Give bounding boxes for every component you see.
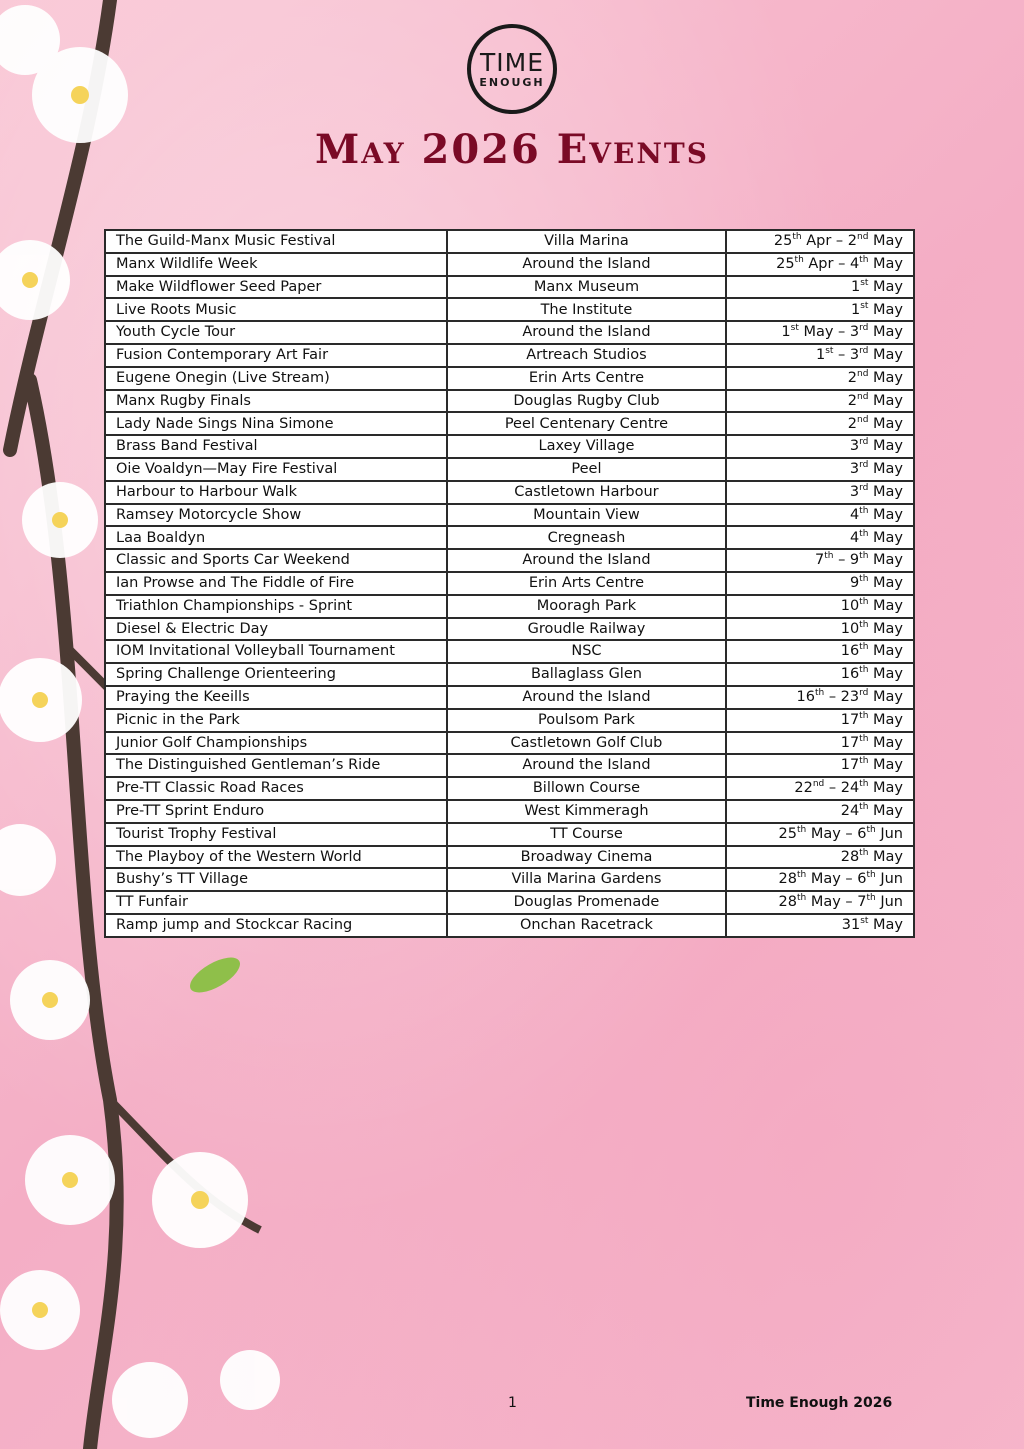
date-text: 24: [840, 803, 860, 820]
event-venue-cell: Poulsom Park: [447, 709, 727, 732]
date-text: May: [868, 757, 903, 774]
date-text: 2: [847, 392, 857, 409]
date-text: 31: [841, 917, 861, 934]
event-venue-cell: TT Course: [447, 823, 727, 846]
event-name-cell: Spring Challenge Orienteering: [105, 663, 447, 686]
date-text: 25: [778, 825, 797, 842]
event-venue-cell: Douglas Promenade: [447, 891, 727, 914]
date-ordinal-suffix: st: [860, 916, 869, 927]
date-ordinal-suffix: th: [859, 528, 869, 539]
event-name-cell: Triathlon Championships - Sprint: [105, 595, 447, 618]
table-row: [105, 321, 914, 344]
date-text: May: [868, 711, 903, 728]
date-text: May: [868, 666, 903, 683]
event-name-cell: Pre-TT Classic Road Races: [105, 777, 447, 800]
event-date-cell: [726, 276, 914, 299]
event-date-cell: [726, 891, 914, 914]
date-text: – 9: [833, 552, 860, 569]
event-date-cell: [726, 754, 914, 777]
table-row: [105, 823, 914, 846]
event-date-cell: [726, 618, 914, 641]
table-row: [105, 458, 914, 481]
date-text: May – 6: [806, 871, 867, 888]
event-venue-cell: The Institute: [447, 298, 727, 321]
date-ordinal-suffix: th: [866, 893, 876, 904]
date-text: Apr – 4: [803, 255, 860, 272]
event-venue-cell: Around the Island: [447, 754, 727, 777]
date-text: May: [868, 689, 903, 706]
date-text: 17: [840, 711, 860, 728]
event-date-cell: [726, 709, 914, 732]
date-ordinal-suffix: rd: [859, 688, 869, 699]
date-text: May: [868, 461, 903, 478]
event-venue-cell: Cregneash: [447, 526, 727, 549]
date-ordinal-suffix: th: [859, 642, 869, 653]
date-text: 4: [849, 529, 860, 546]
event-name-cell: The Guild-Manx Music Festival: [105, 230, 447, 253]
event-name-cell: Manx Rugby Finals: [105, 390, 447, 413]
date-text: 25: [776, 255, 795, 272]
event-name-cell: Junior Golf Championships: [105, 732, 447, 755]
date-text: 16: [840, 643, 860, 660]
event-date-cell: [726, 686, 914, 709]
date-ordinal-suffix: th: [814, 688, 825, 699]
event-name-cell: Praying the Keeills: [105, 686, 447, 709]
table-row: [105, 435, 914, 458]
date-text: 10: [840, 620, 860, 637]
event-date-cell: [726, 823, 914, 846]
event-name-cell: Ian Prowse and The Fiddle of Fire: [105, 572, 447, 595]
date-text: 17: [840, 734, 860, 751]
event-name-cell: Classic and Sports Car Weekend: [105, 549, 447, 572]
date-ordinal-suffix: nd: [856, 414, 869, 425]
event-name-cell: Laa Boaldyn: [105, 526, 447, 549]
event-venue-cell: Erin Arts Centre: [447, 367, 727, 390]
date-text: May: [868, 620, 903, 637]
date-text: – 3: [833, 347, 860, 364]
date-text: 1: [781, 324, 791, 341]
date-text: May: [868, 415, 903, 432]
date-ordinal-suffix: th: [859, 665, 869, 676]
date-text: May: [868, 734, 903, 751]
event-name-cell: Lady Nade Sings Nina Simone: [105, 412, 447, 435]
date-text: 3: [849, 461, 860, 478]
event-date-cell: [726, 595, 914, 618]
event-venue-cell: Around the Island: [447, 686, 727, 709]
date-text: 28: [778, 894, 797, 911]
date-ordinal-suffix: th: [796, 870, 807, 881]
event-venue-cell: Laxey Village: [447, 435, 727, 458]
date-text: May: [868, 392, 903, 409]
date-text: May: [868, 848, 903, 865]
event-name-cell: Brass Band Festival: [105, 435, 447, 458]
date-ordinal-suffix: th: [859, 756, 869, 767]
table-row: [105, 800, 914, 823]
date-text: 2: [847, 369, 857, 386]
time-enough-logo: [467, 24, 557, 114]
date-ordinal-suffix: st: [860, 277, 869, 288]
event-name-cell: Ramp jump and Stockcar Racing: [105, 914, 447, 937]
event-name-cell: Pre-TT Sprint Enduro: [105, 800, 447, 823]
footer-brand: Time Enough 2026: [746, 1395, 893, 1411]
date-text: 17: [840, 757, 860, 774]
event-name-cell: Youth Cycle Tour: [105, 321, 447, 344]
event-venue-cell: Onchan Racetrack: [447, 914, 727, 937]
date-ordinal-suffix: nd: [812, 779, 825, 790]
date-text: May: [868, 803, 903, 820]
event-name-cell: Tourist Trophy Festival: [105, 823, 447, 846]
event-name-cell: Make Wildflower Seed Paper: [105, 276, 447, 299]
table-row: [105, 481, 914, 504]
date-text: May: [868, 301, 903, 318]
event-name-cell: Fusion Contemporary Art Fair: [105, 344, 447, 367]
event-date-cell: [726, 732, 914, 755]
date-ordinal-suffix: th: [792, 232, 802, 243]
event-name-cell: TT Funfair: [105, 891, 447, 914]
date-ordinal-suffix: th: [859, 596, 869, 607]
event-name-cell: Ramsey Motorcycle Show: [105, 504, 447, 527]
event-name-cell: Diesel & Electric Day: [105, 618, 447, 641]
date-text: 9: [849, 575, 860, 592]
event-name-cell: Harbour to Harbour Walk: [105, 481, 447, 504]
event-date-cell: [726, 481, 914, 504]
event-date-cell: [726, 846, 914, 869]
table-row: [105, 412, 914, 435]
event-venue-cell: Villa Marina: [447, 230, 727, 253]
event-venue-cell: Mooragh Park: [447, 595, 727, 618]
event-venue-cell: Groudle Railway: [447, 618, 727, 641]
event-date-cell: [726, 435, 914, 458]
date-ordinal-suffix: th: [866, 824, 876, 835]
date-text: May: [868, 483, 903, 500]
event-venue-cell: Mountain View: [447, 504, 727, 527]
date-ordinal-suffix: th: [866, 870, 876, 881]
date-ordinal-suffix: th: [859, 733, 869, 744]
events-table-body: [105, 230, 914, 937]
table-row: [105, 230, 914, 253]
date-ordinal-suffix: st: [825, 346, 834, 357]
logo-bottom-text: ENOUGH: [479, 76, 545, 89]
date-text: May: [868, 575, 903, 592]
date-text: 1: [815, 347, 826, 364]
event-name-cell: IOM Invitational Volleyball Tournament: [105, 640, 447, 663]
date-text: Apr – 2: [801, 233, 857, 250]
table-row: [105, 367, 914, 390]
event-date-cell: [726, 298, 914, 321]
date-text: 10: [840, 597, 860, 614]
date-ordinal-suffix: th: [859, 779, 869, 790]
table-row: [105, 595, 914, 618]
events-table: [104, 229, 915, 938]
date-text: May: [868, 324, 903, 341]
event-date-cell: [726, 504, 914, 527]
event-venue-cell: Castletown Golf Club: [447, 732, 727, 755]
date-ordinal-suffix: th: [824, 551, 834, 562]
date-text: 28: [778, 871, 797, 888]
date-text: – 23: [824, 689, 860, 706]
event-date-cell: [726, 344, 914, 367]
date-text: 22: [794, 780, 813, 797]
event-date-cell: [726, 914, 914, 937]
date-ordinal-suffix: rd: [859, 437, 869, 448]
date-text: 2: [847, 415, 857, 432]
event-date-cell: [726, 321, 914, 344]
date-text: 25: [773, 233, 793, 250]
event-name-cell: The Distinguished Gentleman’s Ride: [105, 754, 447, 777]
date-ordinal-suffix: st: [860, 300, 869, 311]
page-number: 1: [508, 1395, 517, 1411]
event-date-cell: [726, 572, 914, 595]
event-name-cell: Eugene Onegin (Live Stream): [105, 367, 447, 390]
table-row: [105, 504, 914, 527]
table-row: [105, 549, 914, 572]
event-name-cell: Manx Wildlife Week: [105, 253, 447, 276]
event-name-cell: Live Roots Music: [105, 298, 447, 321]
event-venue-cell: Around the Island: [447, 321, 727, 344]
date-text: 28: [840, 848, 860, 865]
date-ordinal-suffix: th: [859, 574, 869, 585]
event-venue-cell: Ballaglass Glen: [447, 663, 727, 686]
table-row: [105, 253, 914, 276]
event-date-cell: [726, 390, 914, 413]
date-ordinal-suffix: th: [859, 551, 869, 562]
date-text: May: [868, 347, 903, 364]
date-text: May: [868, 643, 903, 660]
event-venue-cell: Peel: [447, 458, 727, 481]
date-text: 4: [849, 506, 860, 523]
event-date-cell: [726, 777, 914, 800]
date-ordinal-suffix: st: [790, 323, 799, 334]
event-venue-cell: West Kimmeragh: [447, 800, 727, 823]
date-ordinal-suffix: th: [859, 505, 869, 516]
event-name-cell: Picnic in the Park: [105, 709, 447, 732]
table-row: [105, 891, 914, 914]
date-text: May: [868, 552, 903, 569]
table-row: [105, 276, 914, 299]
date-ordinal-suffix: rd: [859, 460, 869, 471]
date-ordinal-suffix: th: [796, 893, 807, 904]
table-row: [105, 686, 914, 709]
date-ordinal-suffix: nd: [856, 232, 869, 243]
date-ordinal-suffix: th: [859, 847, 869, 858]
event-venue-cell: Broadway Cinema: [447, 846, 727, 869]
event-date-cell: [726, 868, 914, 891]
event-date-cell: [726, 367, 914, 390]
date-ordinal-suffix: th: [859, 802, 869, 813]
event-venue-cell: Douglas Rugby Club: [447, 390, 727, 413]
date-ordinal-suffix: rd: [859, 482, 869, 493]
event-date-cell: [726, 458, 914, 481]
table-row: [105, 914, 914, 937]
date-text: May: [868, 233, 903, 250]
table-row: [105, 618, 914, 641]
date-text: May: [868, 917, 903, 934]
table-row: [105, 298, 914, 321]
logo-top-text: TIME: [479, 48, 544, 77]
event-date-cell: [726, 800, 914, 823]
event-venue-cell: Around the Island: [447, 253, 727, 276]
event-venue-cell: Villa Marina Gardens: [447, 868, 727, 891]
table-row: [105, 663, 914, 686]
event-date-cell: [726, 526, 914, 549]
table-row: [105, 640, 914, 663]
date-ordinal-suffix: th: [794, 254, 804, 265]
table-row: [105, 868, 914, 891]
date-text: May – 7: [806, 894, 867, 911]
table-row: [105, 572, 914, 595]
date-ordinal-suffix: th: [796, 824, 807, 835]
event-venue-cell: NSC: [447, 640, 727, 663]
date-text: Jun: [875, 825, 903, 842]
table-row: [105, 732, 914, 755]
table-row: [105, 777, 914, 800]
date-text: May: [868, 780, 903, 797]
event-name-cell: The Playboy of the Western World: [105, 846, 447, 869]
date-ordinal-suffix: nd: [856, 391, 869, 402]
date-text: May: [868, 255, 903, 272]
date-text: 16: [796, 689, 815, 706]
event-venue-cell: Artreach Studios: [447, 344, 727, 367]
date-text: 3: [849, 438, 860, 455]
date-ordinal-suffix: rd: [859, 323, 869, 334]
date-text: 3: [849, 483, 860, 500]
event-venue-cell: Manx Museum: [447, 276, 727, 299]
date-text: Jun: [875, 894, 903, 911]
event-date-cell: [726, 412, 914, 435]
event-date-cell: [726, 640, 914, 663]
event-venue-cell: Billown Course: [447, 777, 727, 800]
date-ordinal-suffix: th: [859, 619, 869, 630]
date-text: 1: [850, 278, 861, 295]
date-text: 7: [815, 552, 825, 569]
event-venue-cell: Castletown Harbour: [447, 481, 727, 504]
date-text: May: [868, 438, 903, 455]
date-ordinal-suffix: th: [859, 254, 869, 265]
event-date-cell: [726, 549, 914, 572]
table-row: [105, 846, 914, 869]
page-title: May 2026 Events: [315, 126, 709, 173]
event-date-cell: [726, 663, 914, 686]
event-venue-cell: Peel Centenary Centre: [447, 412, 727, 435]
date-ordinal-suffix: nd: [856, 368, 869, 379]
table-row: [105, 344, 914, 367]
date-text: May: [868, 597, 903, 614]
date-text: May: [868, 369, 903, 386]
event-date-cell: [726, 230, 914, 253]
table-row: [105, 709, 914, 732]
table-row: [105, 754, 914, 777]
table-row: [105, 526, 914, 549]
date-text: 1: [850, 301, 861, 318]
event-name-cell: Oie Voaldyn—May Fire Festival: [105, 458, 447, 481]
event-date-cell: [726, 253, 914, 276]
date-text: May: [868, 278, 903, 295]
date-text: – 24: [824, 780, 860, 797]
event-venue-cell: Around the Island: [447, 549, 727, 572]
date-ordinal-suffix: rd: [859, 346, 869, 357]
event-name-cell: Bushy’s TT Village: [105, 868, 447, 891]
date-text: Jun: [875, 871, 903, 888]
table-row: [105, 390, 914, 413]
date-text: May – 3: [798, 324, 860, 341]
event-venue-cell: Erin Arts Centre: [447, 572, 727, 595]
date-text: May: [868, 506, 903, 523]
date-text: May: [868, 529, 903, 546]
date-text: May – 6: [806, 825, 867, 842]
date-ordinal-suffix: th: [859, 710, 869, 721]
date-text: 16: [840, 666, 860, 683]
